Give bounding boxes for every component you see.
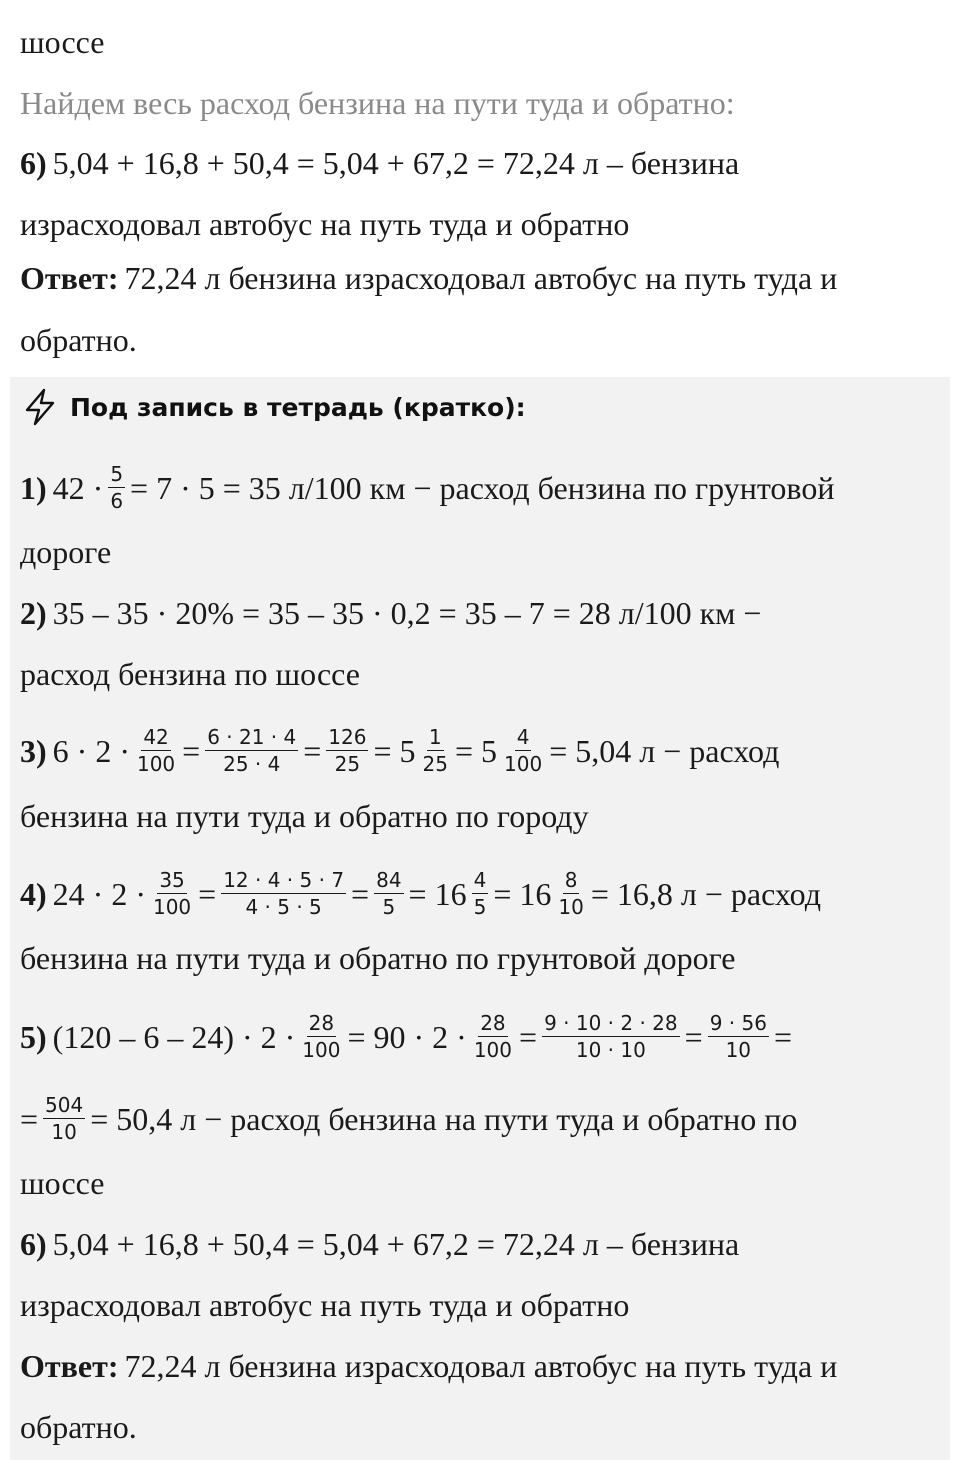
step-text: расход бензина по шоссе	[20, 656, 360, 692]
step-6	[20, 143, 739, 183]
numerator: 12 · 4 · 5 · 7	[223, 868, 345, 892]
hint-line	[20, 83, 735, 123]
fraction	[43, 1092, 85, 1145]
expr: =	[182, 732, 201, 769]
step-text: 5,04 + 16,8 + 50,4 = 5,04 + 67,2 = 72,24 л – бензина	[52, 145, 740, 181]
denominator: 10	[558, 895, 584, 919]
denominator: 25 · 4	[223, 752, 281, 776]
numerator: 4	[516, 725, 530, 749]
answer	[20, 1346, 837, 1386]
expr: =	[303, 732, 322, 769]
step-2-cont	[20, 654, 360, 694]
numerator: 4	[473, 868, 487, 892]
expr: = 5	[373, 732, 416, 769]
expr: =	[351, 875, 370, 912]
denominator: 100	[152, 895, 192, 919]
expr: = 5	[454, 732, 498, 769]
denominator: 6	[110, 489, 124, 513]
fraction	[221, 867, 346, 920]
step-1-cont	[20, 532, 111, 572]
denominator: 100	[473, 1038, 513, 1062]
numerator: 6 · 21 · 4	[207, 725, 297, 749]
step-2	[20, 593, 761, 633]
lightning-icon	[20, 387, 60, 427]
fraction	[151, 867, 193, 920]
expr: = 16,8 л − расход	[590, 875, 822, 912]
denominator: 5	[473, 895, 487, 919]
fraction	[135, 724, 177, 777]
numerator: 126	[328, 725, 367, 749]
denominator: 10	[725, 1038, 752, 1062]
step-3	[20, 724, 779, 777]
step-text: бензина на пути туда и обратно по грунтовой дороге	[20, 940, 736, 976]
numerator: 9 · 10 · 2 · 28	[544, 1011, 678, 1035]
denominator: 10 · 10	[575, 1038, 646, 1062]
step-4-cont	[20, 938, 735, 978]
denominator: 100	[136, 752, 176, 776]
answer-text: обратно.	[20, 1409, 137, 1445]
answer-text: 72,24 л бензина израсходовал автобус на путь туда и	[124, 260, 838, 296]
answer-text: обратно.	[20, 322, 137, 358]
expr: =	[198, 875, 217, 912]
step-5-cont	[20, 1163, 104, 1203]
expr: (120 – 6 – 24) · 2 ·	[52, 1018, 296, 1055]
numerator: 28	[308, 1011, 335, 1035]
expr: = 7 · 5 = 35 л/100 км − расход бензина по грунтовой	[130, 469, 835, 506]
hint-text: Найдем весь расход бензина на пути туда и обратно:	[20, 85, 735, 121]
answer	[20, 258, 837, 298]
fraction	[472, 867, 489, 920]
denominator: 100	[302, 1038, 341, 1062]
numerator: 28	[480, 1011, 506, 1035]
step-text: израсходовал автобус на путь туда и обратно	[20, 1287, 630, 1323]
fraction	[556, 867, 585, 920]
expr: = 50,4 л − расход бензина на пути туда и обратно по	[90, 1100, 798, 1137]
denominator: 100	[504, 752, 543, 776]
step-5	[20, 1010, 792, 1063]
step-6	[20, 1224, 739, 1264]
expr: = 90 · 2 ·	[347, 1018, 467, 1055]
denominator: 25	[334, 752, 361, 776]
denominator: 5	[382, 895, 396, 919]
answer-label: Ответ:	[20, 260, 119, 296]
answer-cont	[20, 320, 137, 360]
expr: 42 ·	[52, 469, 104, 506]
step-1	[20, 461, 834, 514]
fraction	[708, 1010, 769, 1063]
text-line	[20, 22, 104, 62]
step-text: бензина на пути туда и обратно по городу	[20, 798, 589, 834]
expr: = 16	[408, 875, 467, 912]
numerator: 42	[143, 725, 169, 749]
step-6-cont	[20, 1285, 629, 1325]
step-number: 4)	[20, 875, 47, 912]
step-6-cont	[20, 204, 629, 244]
header-text: Под запись в тетрадь (кратко):	[70, 392, 526, 422]
expr: 24 · 2 ·	[52, 875, 146, 912]
step-text: шоссе	[20, 1165, 105, 1201]
step-text: израсходовал автобус на путь туда и обратно	[20, 206, 630, 242]
expr: =	[519, 1018, 538, 1055]
numerator: 84	[376, 868, 402, 892]
numerator: 504	[45, 1093, 84, 1117]
denominator: 25	[422, 752, 448, 776]
expr: =	[20, 1100, 39, 1137]
step-number: 5)	[20, 1018, 47, 1055]
step-number: 1)	[20, 469, 47, 506]
fraction	[502, 724, 544, 777]
step-text: дороге	[20, 534, 112, 570]
numerator: 9 · 56	[709, 1011, 767, 1035]
step-3-cont	[20, 796, 589, 836]
fraction	[374, 867, 403, 920]
fraction	[421, 724, 450, 777]
fraction	[542, 1010, 680, 1063]
numerator: 35	[159, 868, 185, 892]
denominator: 10	[51, 1120, 77, 1144]
answer-text: 72,24 л бензина израсходовал автобус на путь туда и	[124, 1348, 838, 1384]
step-number: 6)	[20, 1226, 47, 1262]
step-number: 3)	[20, 732, 47, 769]
expr: =	[773, 1018, 792, 1055]
step-text: 5,04 + 16,8 + 50,4 = 5,04 + 67,2 = 72,24 л – бензина	[52, 1226, 740, 1262]
fraction	[472, 1010, 514, 1063]
expr: 6 · 2 ·	[52, 732, 130, 769]
fraction	[108, 461, 125, 514]
fraction	[300, 1010, 342, 1063]
step-number: 6)	[20, 145, 47, 181]
numerator: 1	[428, 725, 442, 749]
text: шоссе	[20, 24, 105, 60]
notebook-header	[20, 385, 526, 429]
step-5-line2	[20, 1092, 797, 1145]
step-4	[20, 867, 821, 920]
expr: = 5,04 л − расход	[549, 732, 780, 769]
numerator: 5	[110, 462, 124, 486]
step-text: 35 – 35 · 20% = 35 – 35 · 0,2 = 35 – 7 = 28 л/100 км −	[52, 595, 762, 631]
fraction	[205, 724, 298, 777]
expr: =	[684, 1018, 703, 1055]
numerator: 8	[564, 868, 578, 892]
fraction	[326, 724, 368, 777]
step-number: 2)	[20, 595, 47, 631]
expr: = 16	[493, 875, 552, 912]
answer-label: Ответ:	[20, 1348, 119, 1384]
denominator: 4 · 5 · 5	[245, 895, 322, 919]
answer-cont	[20, 1407, 137, 1447]
